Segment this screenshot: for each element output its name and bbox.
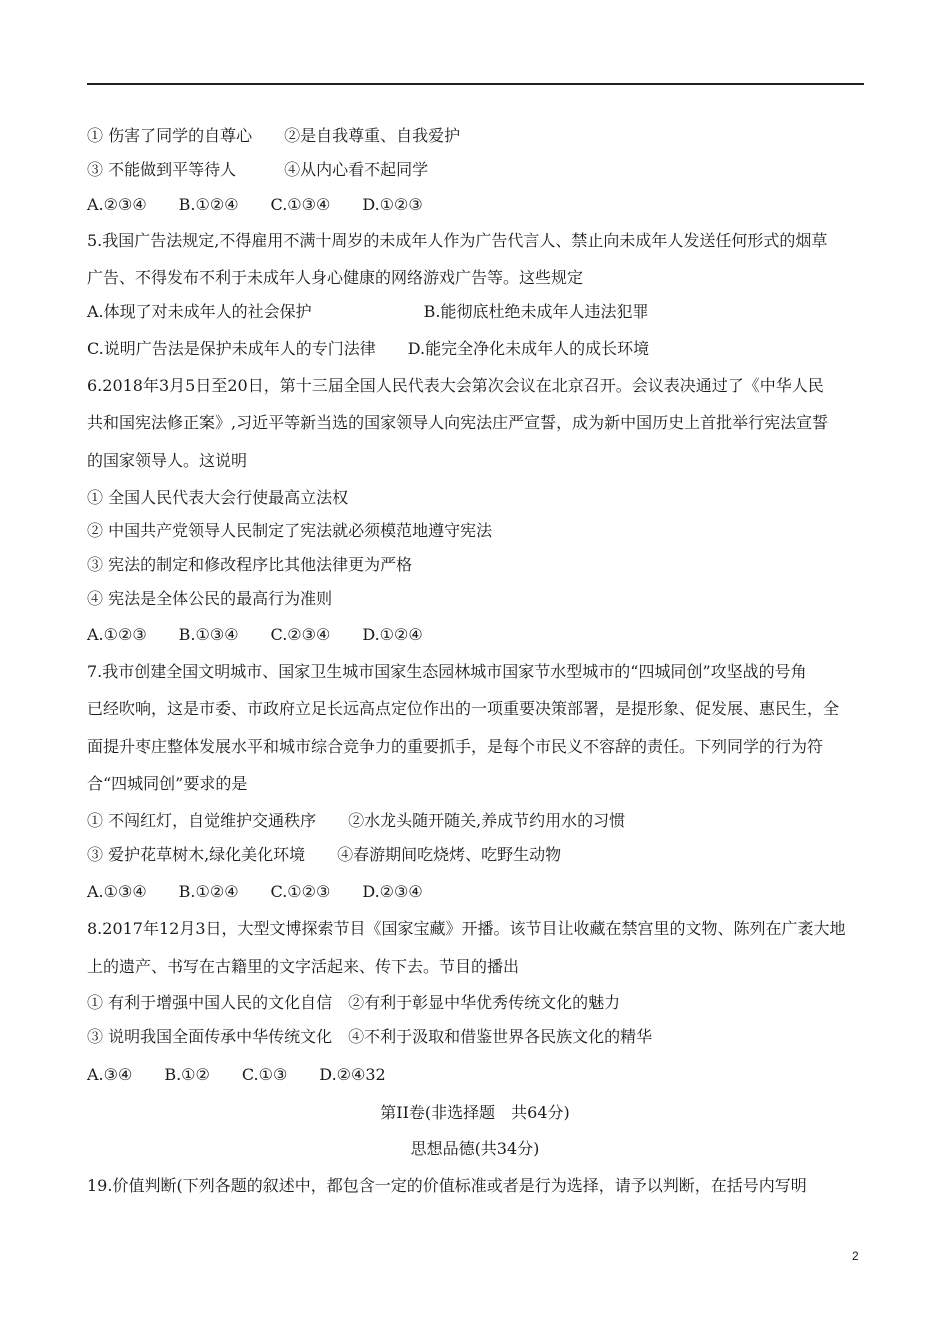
text-line: ① 有利于增强中国人民的文化自信 ②有利于彰显中华优秀传统文化的魅力 xyxy=(87,993,621,1012)
text-line: 面提升枣庄整体发展水平和城市综合竞争力的重要抓手，是每个市民义不容辞的责任。下列同学的行为符 xyxy=(87,737,824,756)
text-line: 已经吹响，这是市委、市政府立足长远高点定位作出的一项重要决策部署，是提形象、促发展、惠民生，全 xyxy=(87,699,840,718)
text-line: 共和国宪法修正案》,习近平等新当选的国家领导人向宪法庄严宣誓，成为新中国历史上首批举行宪法宣誓 xyxy=(87,413,829,432)
text-line: ③ 说明我国全面传承中华传统文化 ④不利于汲取和借鉴世界各民族文化的精华 xyxy=(87,1027,653,1046)
text-line: ④ 宪法是全体公民的最高行为准则 xyxy=(87,589,333,608)
text-line: 的国家领导人。这说明 xyxy=(87,451,248,470)
text-line: ① 伤害了同学的自尊心 ②是自我尊重、自我爱护 xyxy=(87,126,461,145)
option-line: A.①③④ B.①②④ C.①②③ D.②③④ xyxy=(87,882,423,901)
question-5: 5.我国广告法规定,不得雇用不满十周岁的未成年人作为广告代言人、禁止向未成年人发送任何形式的烟草 xyxy=(87,231,828,250)
question-8: 8.2017年12月3日，大型文博探索节目《国家宝藏》开播。该节目让收藏在禁宫里的文物、陈列在广袤大地 xyxy=(87,919,846,938)
text-line: 合“四城同创”要求的是 xyxy=(87,774,248,793)
question-7: 7.我市创建全国文明城市、国家卫生城市国家生态园林城市国家节水型城市的“四城同创”攻坚战的号角 xyxy=(87,662,807,681)
text-line: ① 不闯红灯，自觉维护交通秩序 ②水龙头随开随关,养成节约用水的习惯 xyxy=(87,811,626,830)
text-line: A.②③④ B.①②④ C.①③④ D.①②③ xyxy=(87,195,423,214)
text-line: 上的遗产、书写在古籍里的文字活起来、传下去。节目的播出 xyxy=(87,957,520,976)
section-title: 第II卷(非选择题 共64分) xyxy=(380,1103,570,1122)
question-19: 19.价值判断(下列各题的叙述中，都包含一定的价值标准或者是行为选择，请予以判断，在括号内写明 xyxy=(87,1176,807,1195)
option-line: A.③④ B.①② C.①③ D.②④32 xyxy=(87,1065,386,1084)
option-line: A.体现了对未成年人的社会保护 B.能彻底杜绝未成年人违法犯罪 xyxy=(87,302,649,321)
section-subtitle: 思想品德(共34分) xyxy=(410,1139,540,1158)
text-line: ③ 不能做到平等待人 ④从内心看不起同学 xyxy=(87,160,429,179)
text-line: ① 全国人民代表大会行使最高立法权 xyxy=(87,488,349,507)
header-rule xyxy=(87,83,864,85)
question-6: 6.2018年3月5日至20日，第十三届全国人民代表大会第次会议在北京召开。会议表决通过了《中华人民 xyxy=(87,376,824,395)
text-line: 广告、不得发布不利于未成年人身心健康的网络游戏广告等。这些规定 xyxy=(87,268,584,287)
option-line: A.①②③ B.①③④ C.②③④ D.①②④ xyxy=(87,625,423,644)
text-line: ② 中国共产党领导人民制定了宪法就必须模范地遵守宪法 xyxy=(87,521,493,540)
page-number: 2 xyxy=(852,1249,859,1263)
option-line: C.说明广告法是保护未成年人的专门法律 D.能完全净化未成年人的成长环境 xyxy=(87,339,650,358)
text-line: ③ 宪法的制定和修改程序比其他法律更为严格 xyxy=(87,555,413,574)
text-line: ③ 爱护花草树木,绿化美化环境 ④春游期间吃烧烤、吃野生动物 xyxy=(87,845,562,864)
